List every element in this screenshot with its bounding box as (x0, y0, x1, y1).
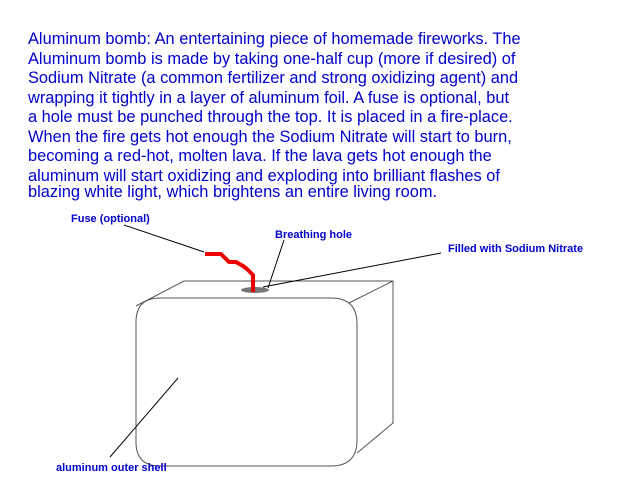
box-right-face (357, 281, 393, 453)
description-line: When the fire gets hot enough the Sodium Nitrate will start to burn, (28, 127, 512, 146)
filled-leader-line (263, 253, 441, 287)
description-line: aluminum will start oxidizing and exploding into brilliant flashes of (28, 166, 500, 185)
fuse-icon (207, 254, 253, 290)
description-line: blazing white light, which brightens an entire living room. (28, 183, 438, 201)
description-line: Sodium Nitrate (a common fertilizer and strong oxidizing agent) and (28, 69, 519, 87)
box-top-face (136, 281, 393, 306)
box-outline (136, 281, 393, 466)
description-line: Aluminum bomb: An entertaining piece of homemade fireworks. The (28, 30, 521, 48)
breathing-hole-label: Breathing hole (275, 229, 353, 241)
shell-leader-line (110, 378, 178, 457)
fuse-leader-line (124, 225, 204, 252)
box-front-face (136, 298, 357, 466)
description-line: becoming a red-hot, molten lava. If the lava gets hot enough the (28, 147, 492, 165)
description-line: a hole must be punched through the top. It is placed in a fire-place. (28, 108, 513, 126)
aluminum-outer-shell-label: aluminum outer shell (56, 462, 167, 474)
description-line: wrapping it tightly in a layer of aluminum foil. A fuse is optional, but (28, 88, 510, 107)
fuse-label: Fuse (optional) (71, 213, 150, 225)
filled-with-sodium-nitrate-label: Filled with Sodium Nitrate (448, 243, 584, 255)
description-line: Aluminum bomb is made by taking one-half cup (more if desired) of (28, 49, 516, 68)
